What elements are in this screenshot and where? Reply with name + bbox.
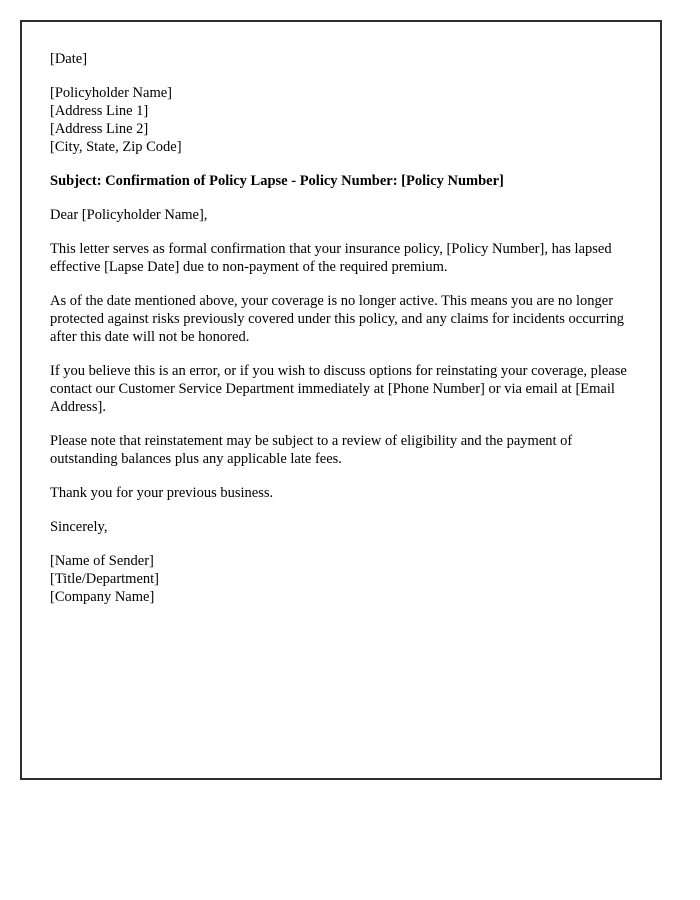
recipient-line: [Address Line 2] — [50, 121, 149, 137]
date-line: [Date] — [50, 51, 88, 67]
signature-line: [Name of Sender] — [50, 553, 154, 569]
body-paragraph: Thank you for your previous business. — [50, 485, 274, 501]
signature-line: [Title/Department] — [50, 571, 159, 587]
body-paragraph: If you believe this is an error, or if you wish to discuss options for reinstating your coverage, please contact our Customer Service Department immediately at [Phone Number] or via email at [Email Address]. — [50, 363, 627, 415]
body-paragraph: As of the date mentioned above, your coverage is no longer active. This means you are no longer protected against risks previously covered under this policy, and any claims for incidents occurring after this date will not be honored. — [50, 293, 625, 345]
recipient-line: [City, State, Zip Code] — [50, 139, 182, 155]
subject-line: Subject: Confirmation of Policy Lapse - Policy Number: [Policy Number] — [50, 173, 504, 189]
signature-block — [50, 552, 630, 606]
letter-document — [20, 20, 662, 780]
closing-line: Sincerely, — [50, 519, 108, 535]
body-paragraph: Please note that reinstatement may be subject to a review of eligibility and the payment of outstanding balances plus any applicable late fees. — [50, 433, 573, 467]
signature-line: [Company Name] — [50, 589, 155, 605]
body-paragraph: This letter serves as formal confirmation that your insurance policy, [Policy Number], has lapsed effective [Lapse Date] due to non-payment of the required premium. — [50, 241, 612, 275]
salutation-line: Dear [Policyholder Name], — [50, 207, 208, 223]
recipient-line: [Policyholder Name] — [50, 85, 173, 101]
recipient-line: [Address Line 1] — [50, 103, 149, 119]
recipient-block — [50, 84, 630, 156]
